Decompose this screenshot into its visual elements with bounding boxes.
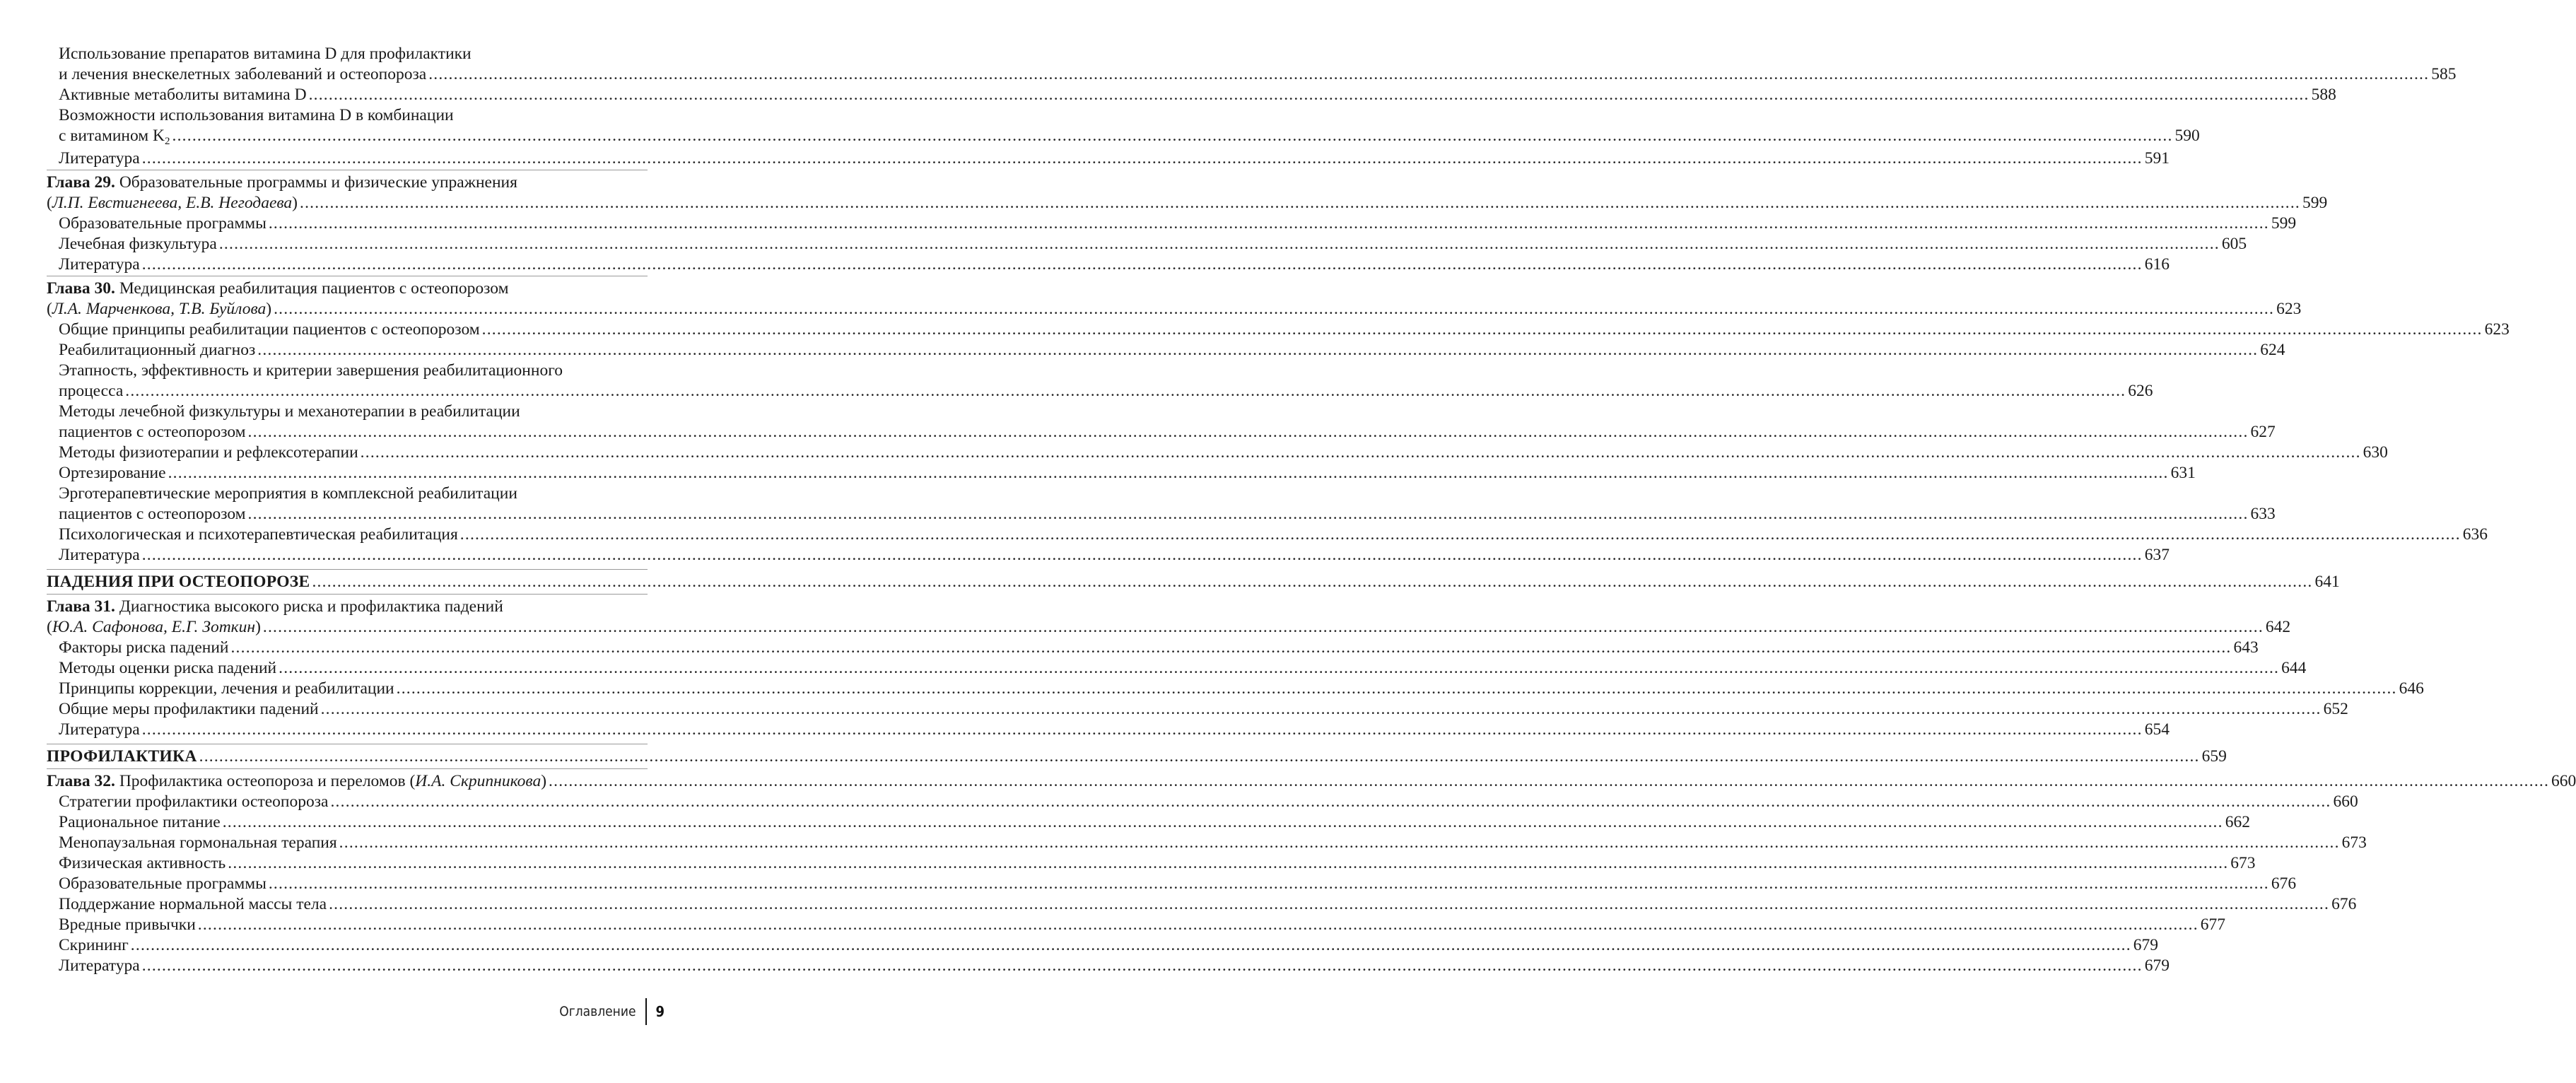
page-ref: 641 [2314, 573, 2340, 591]
dot-leader: ................................................................................................................................................................................................................................................................................................................................................................................................................ [257, 341, 2259, 359]
page-number: 9 [655, 1003, 665, 1020]
page-ref: 590 [2174, 127, 2200, 145]
dot-leader: ................................................................................................................................................................................................................................................................................................................................................................................................................ [141, 149, 2143, 168]
dot-leader: ................................................................................................................................................................................................................................................................................................................................................................................................................ [141, 720, 2143, 739]
entry-title [59, 894, 327, 915]
entry-title-text: Методы оценки риска падений [59, 659, 277, 677]
part-title: ПРОФИЛАКТИКА [47, 747, 197, 766]
dot-leader: ................................................................................................................................................................................................................................................................................................................................................................................................................ [197, 915, 2199, 934]
part-heading-row [47, 572, 2340, 592]
entry-title-text: Литература [59, 546, 140, 564]
toc-subentry[interactable] [47, 792, 2358, 812]
page-ref: 677 [2200, 915, 2226, 934]
toc-subentry[interactable] [47, 105, 2200, 148]
entry-title-line: Использование препаратов витамина D для профилактики [59, 45, 472, 63]
entry-title-text: Принципы коррекции, лечения и реабилитации [59, 679, 394, 698]
toc-subentry[interactable] [47, 402, 2276, 443]
toc-chapter-entry[interactable] [47, 172, 2328, 213]
dot-leader: ................................................................................................................................................................................................................................................................................................................................................................................................................ [247, 505, 2249, 523]
entry-title-row [59, 381, 2153, 402]
entry-title [59, 85, 307, 105]
toc-subentry[interactable] [47, 853, 2256, 874]
divider-rule [47, 768, 648, 769]
toc-subentry[interactable] [47, 679, 2424, 699]
page-ref: 599 [2302, 194, 2328, 212]
entry-title-text: Литература [59, 149, 140, 168]
page-ref: 627 [2250, 423, 2276, 441]
page-ref: 662 [2225, 813, 2250, 831]
dot-leader: ................................................................................................................................................................................................................................................................................................................................................................................................................ [459, 525, 2461, 544]
chapter-heading-line [47, 771, 2576, 792]
entry-title-row [59, 679, 2424, 699]
dot-leader: ................................................................................................................................................................................................................................................................................................................................................................................................................ [172, 127, 2173, 145]
chapter-authors: Л.А. Марченкова, Т.В. Буйлова [52, 300, 267, 318]
chapter-authors-row [47, 299, 2302, 320]
entry-title-line: Методы лечебной физкультуры и механотерапии в реабилитации [59, 402, 520, 421]
toc-subentry[interactable] [47, 484, 2276, 525]
toc-subentry[interactable] [47, 213, 2297, 234]
entry-title-text: Образовательные программы [59, 214, 267, 233]
entry-title-row [59, 833, 2367, 853]
entry-title-row [59, 213, 2297, 234]
page-ref: 659 [2201, 747, 2227, 766]
page-ref: 676 [2271, 874, 2297, 893]
authors-wrap: (Ю.А. Сафонова, Е.Г. Зоткин) [47, 618, 261, 636]
entry-title-text: Факторы риска падений [59, 638, 229, 657]
entry-title-row [59, 812, 2250, 833]
entry-title-text: Вредные привычки [59, 915, 196, 934]
page-ref: 585 [2431, 65, 2457, 83]
page-ref: 643 [2233, 638, 2259, 657]
entry-title-text: Литература [59, 720, 140, 739]
chapter-title: Диагностика высокого риска и профилактика падений [119, 597, 503, 616]
dot-leader: ................................................................................................................................................................................................................................................................................................................................................................................................................ [141, 956, 2143, 975]
toc-subentry[interactable] [47, 463, 2196, 484]
chapter-heading-line [47, 597, 648, 617]
dot-leader: ................................................................................................................................................................................................................................................................................................................................................................................................................ [549, 772, 2550, 790]
entry-title-text: Лечебная физкультура [59, 235, 217, 253]
page-ref: 636 [2462, 525, 2488, 544]
entry-title-row [59, 853, 2256, 874]
entry-title-row [59, 545, 2170, 566]
toc-subentry[interactable] [47, 545, 2170, 566]
toc-subentry[interactable] [47, 638, 2259, 658]
entry-title [59, 213, 267, 234]
page-ref: 588 [2311, 86, 2336, 104]
chapter-title: Образовательные программы и физические упражнения [119, 173, 517, 192]
page-ref: 605 [2221, 235, 2247, 253]
entry-title [59, 340, 255, 361]
chapter-label: Глава 31. [47, 597, 115, 616]
entry-title-row [59, 792, 2358, 812]
entry-title-text: Общие принципы реабилитации пациентов с остеопорозом [59, 320, 480, 339]
toc-subentry[interactable] [47, 44, 2457, 85]
entry-title-row [59, 658, 2307, 679]
toc-subentry[interactable] [47, 720, 2170, 740]
entry-title-row [59, 64, 2457, 85]
entry-title-row [59, 638, 2259, 658]
toc-subentry[interactable] [47, 340, 2285, 361]
entry-title-row [59, 443, 2388, 463]
entry-title-row [59, 234, 2247, 254]
dot-leader: ................................................................................................................................................................................................................................................................................................................................................................................................................ [268, 214, 2269, 233]
entry-title-text: Методы физиотерапии и рефлексотерапии [59, 443, 358, 462]
dot-leader: ................................................................................................................................................................................................................................................................................................................................................................................................................ [141, 546, 2143, 564]
part-title: ПАДЕНИЯ ПРИ ОСТЕОПОРОЗЕ [47, 573, 310, 591]
entry-title [59, 833, 337, 853]
entry-title-row [59, 254, 2170, 275]
entry-title [59, 254, 140, 275]
toc-subentry[interactable] [47, 234, 2247, 254]
dot-leader: ................................................................................................................................................................................................................................................................................................................................................................................................................ [428, 65, 2430, 83]
page-ref: 623 [2276, 300, 2302, 318]
page-ref: 626 [2128, 382, 2153, 400]
toc-subentry[interactable] [47, 254, 2170, 275]
toc-chapter-entry[interactable] [47, 597, 2291, 638]
entry-title [59, 935, 129, 956]
dot-leader: ................................................................................................................................................................................................................................................................................................................................................................................................................ [141, 255, 2143, 274]
table-of-contents [47, 44, 2576, 976]
entry-title-text: Литература [59, 956, 140, 975]
entry-title-row [59, 874, 2297, 894]
dot-leader: ................................................................................................................................................................................................................................................................................................................................................................................................................ [274, 300, 2275, 318]
entry-title-row [59, 85, 2336, 105]
entry-title-text: с витамином K [59, 127, 165, 145]
dot-leader: ................................................................................................................................................................................................................................................................................................................................................................................................................ [168, 464, 2169, 482]
dot-leader: ................................................................................................................................................................................................................................................................................................................................................................................................................ [396, 679, 2397, 698]
page-footer [559, 998, 665, 1025]
entry-title [59, 463, 166, 484]
chapter-label: Глава 32. [47, 772, 115, 790]
dot-leader: ................................................................................................................................................................................................................................................................................................................................................................................................................ [312, 573, 2313, 591]
toc-subentry[interactable] [47, 525, 2488, 545]
dot-leader: ................................................................................................................................................................................................................................................................................................................................................................................................................ [360, 443, 2361, 462]
toc-part-heading[interactable] [47, 747, 2227, 767]
dot-leader: ................................................................................................................................................................................................................................................................................................................................................................................................................ [300, 194, 2300, 212]
chapter-label: Глава 30. [47, 279, 115, 298]
chapter-heading-line [47, 279, 648, 299]
entry-title-text: Психологическая и психотерапевтическая реабилитация [59, 525, 458, 544]
authors-wrap: (Л.А. Марченкова, Т.В. Буйлова) [47, 300, 272, 318]
entry-title-text: Стратегии профилактики остеопороза [59, 792, 329, 811]
dot-leader: ................................................................................................................................................................................................................................................................................................................................................................................................................ [279, 659, 2280, 677]
chapter-authors: Л.П. Евстигнеева, Е.В. Негодаева [52, 194, 293, 212]
page-ref: 676 [2331, 895, 2357, 913]
dot-leader: ................................................................................................................................................................................................................................................................................................................................................................................................................ [262, 618, 2264, 636]
entry-title [59, 638, 228, 658]
page-ref: 599 [2271, 214, 2297, 233]
page-ref: 660 [2551, 772, 2576, 790]
entry-title-text: Общие меры профилактики падений [59, 700, 319, 718]
page-ref: 660 [2333, 792, 2358, 811]
entry-title [59, 679, 394, 699]
page-ref: 652 [2323, 700, 2348, 718]
dot-leader: ................................................................................................................................................................................................................................................................................................................................................................................................................ [268, 874, 2269, 893]
entry-title-text: и лечения внескелетных заболеваний и остеопороза [59, 65, 427, 83]
chapter-authors-row [47, 617, 2291, 638]
toc-chapter-entry[interactable] [47, 279, 2302, 320]
toc-subentry[interactable] [47, 361, 2153, 402]
chapter-title: Профилактика остеопороза и переломов [119, 772, 406, 790]
page-ref: 633 [2250, 505, 2276, 523]
dot-leader: ................................................................................................................................................................................................................................................................................................................................................................................................................ [199, 747, 2200, 766]
entry-title-text: пациентов с остеопорозом [59, 505, 246, 523]
entry-title-text: пациентов с остеопорозом [59, 423, 246, 441]
page-ref: 646 [2399, 679, 2424, 698]
entry-title-row [59, 320, 2510, 340]
page-ref: 591 [2144, 149, 2170, 168]
entry-title [59, 126, 170, 148]
entry-title [59, 64, 426, 85]
entry-title [59, 853, 226, 874]
dot-leader: ................................................................................................................................................................................................................................................................................................................................................................................................................ [308, 86, 2309, 104]
dot-leader: ................................................................................................................................................................................................................................................................................................................................................................................................................ [481, 320, 2483, 339]
entry-title [59, 234, 217, 254]
page-ref: 631 [2170, 464, 2196, 482]
chapter-authors: Ю.А. Сафонова, Е.Г. Зоткин [52, 618, 256, 636]
entry-title-row [59, 126, 2200, 148]
chapter-heading: Глава 32. Профилактика остеопороза и переломов (И.А. Скрипникова) [47, 772, 547, 790]
entry-title [59, 381, 123, 402]
dot-leader: ................................................................................................................................................................................................................................................................................................................................................................................................................ [218, 235, 2220, 253]
toc-subentry[interactable] [47, 874, 2297, 894]
entry-title [59, 956, 140, 976]
entry-title [59, 915, 196, 935]
entry-title-row [59, 148, 2170, 169]
page-ref: 623 [2484, 320, 2510, 339]
entry-title-text: Поддержание нормальной массы тела [59, 895, 327, 913]
entry-title-line: Этапность, эффективность и критерии завершения реабилитационного [59, 361, 563, 380]
entry-title [59, 699, 319, 720]
chapter-authors: И.А. Скрипникова [415, 772, 541, 790]
page-ref: 642 [2265, 618, 2291, 636]
dot-leader: ................................................................................................................................................................................................................................................................................................................................................................................................................ [130, 936, 2131, 954]
dot-leader: ................................................................................................................................................................................................................................................................................................................................................................................................................ [320, 700, 2322, 718]
divider-rule [47, 569, 648, 570]
entry-title-row [59, 463, 2196, 484]
toc-subentry[interactable] [47, 935, 2159, 956]
entry-title-row [59, 956, 2170, 976]
entry-title-row [59, 422, 2276, 443]
entry-title-row [59, 340, 2285, 361]
page-ref: 644 [2281, 659, 2307, 677]
subscript: 2 [165, 136, 170, 147]
entry-title-line: Возможности использования витамина D в комбинации [59, 106, 454, 124]
entry-title [59, 874, 267, 894]
entry-title [59, 720, 140, 740]
toc-subentry[interactable] [47, 148, 2170, 169]
entry-title [59, 525, 458, 545]
toc-subentry[interactable] [47, 85, 2336, 105]
entry-title-row [59, 720, 2170, 740]
entry-title [59, 504, 246, 525]
toc-part-heading[interactable] [47, 572, 2340, 592]
page-ref: 679 [2133, 936, 2159, 954]
entry-title [59, 812, 221, 833]
toc-subentry[interactable] [47, 699, 2348, 720]
chapter-title: Медицинская реабилитация пациентов с остеопорозом [119, 279, 509, 298]
page-ref: 654 [2144, 720, 2170, 739]
toc-subentry[interactable] [47, 894, 2357, 915]
toc-chapter-entry[interactable] [47, 771, 2576, 792]
entry-title-row [59, 915, 2226, 935]
authors-wrap: (Л.П. Евстигнеева, Е.В. Негодаева) [47, 194, 298, 212]
dot-leader: ................................................................................................................................................................................................................................................................................................................................................................................................................ [230, 638, 2232, 657]
toc-subentry[interactable] [47, 956, 2170, 976]
page-ref: 637 [2144, 546, 2170, 564]
dot-leader: ................................................................................................................................................................................................................................................................................................................................................................................................................ [228, 854, 2229, 872]
dot-leader: ................................................................................................................................................................................................................................................................................................................................................................................................................ [330, 792, 2331, 811]
dot-leader: ................................................................................................................................................................................................................................................................................................................................................................................................................ [222, 813, 2223, 831]
entry-title-text: Рациональное питание [59, 813, 221, 831]
entry-title [59, 148, 140, 169]
page-ref: 630 [2363, 443, 2388, 462]
entry-title-row [59, 525, 2488, 545]
entry-title-row [59, 699, 2348, 720]
entry-title-text: Скрининг [59, 936, 129, 954]
toc-subentry[interactable] [47, 443, 2388, 463]
page-ref: 679 [2144, 956, 2170, 975]
page-ref: 673 [2230, 854, 2256, 872]
entry-title-text: Литература [59, 255, 140, 274]
chapter-label: Глава 29. [47, 173, 115, 192]
dot-leader: ................................................................................................................................................................................................................................................................................................................................................................................................................ [247, 423, 2249, 441]
entry-title-row [59, 894, 2357, 915]
entry-title-text: Физическая активность [59, 854, 226, 872]
divider-rule [47, 594, 648, 595]
toc-subentry[interactable] [47, 812, 2250, 833]
entry-title-text: Активные метаболиты витамина D [59, 86, 307, 104]
entry-title [59, 422, 246, 443]
entry-title [59, 658, 276, 679]
toc-subentry[interactable] [47, 833, 2367, 853]
chapter-authors-row [47, 193, 2328, 213]
toc-subentry[interactable] [47, 320, 2510, 340]
entry-title-row [59, 935, 2159, 956]
entry-title-text: Реабилитационный диагноз [59, 341, 256, 359]
dot-leader: ................................................................................................................................................................................................................................................................................................................................................................................................................ [339, 833, 2340, 852]
page-ref: 624 [2260, 341, 2285, 359]
entry-title [59, 443, 358, 463]
chapter-heading-line [47, 172, 648, 193]
toc-subentry[interactable] [47, 915, 2226, 935]
entry-title [59, 545, 140, 566]
entry-title [59, 792, 328, 812]
page-ref: 673 [2341, 833, 2367, 852]
part-heading-row [47, 747, 2227, 767]
toc-subentry[interactable] [47, 658, 2307, 679]
entry-title-row [59, 504, 2276, 525]
dot-leader: ................................................................................................................................................................................................................................................................................................................................................................................................................ [329, 895, 2330, 913]
dot-leader: ................................................................................................................................................................................................................................................................................................................................................................................................................ [125, 382, 2126, 400]
running-footer-title: Оглавление [559, 1004, 636, 1019]
page-ref: 616 [2144, 255, 2170, 274]
entry-title-text: Менопаузальная гормональная терапия [59, 833, 337, 852]
entry-title-text: Образовательные программы [59, 874, 267, 893]
entry-title-line: Эрготерапевтические мероприятия в комплексной реабилитации [59, 484, 517, 503]
entry-title [59, 320, 480, 340]
entry-title-text: Ортезирование [59, 464, 166, 482]
entry-title-text: процесса [59, 382, 124, 400]
